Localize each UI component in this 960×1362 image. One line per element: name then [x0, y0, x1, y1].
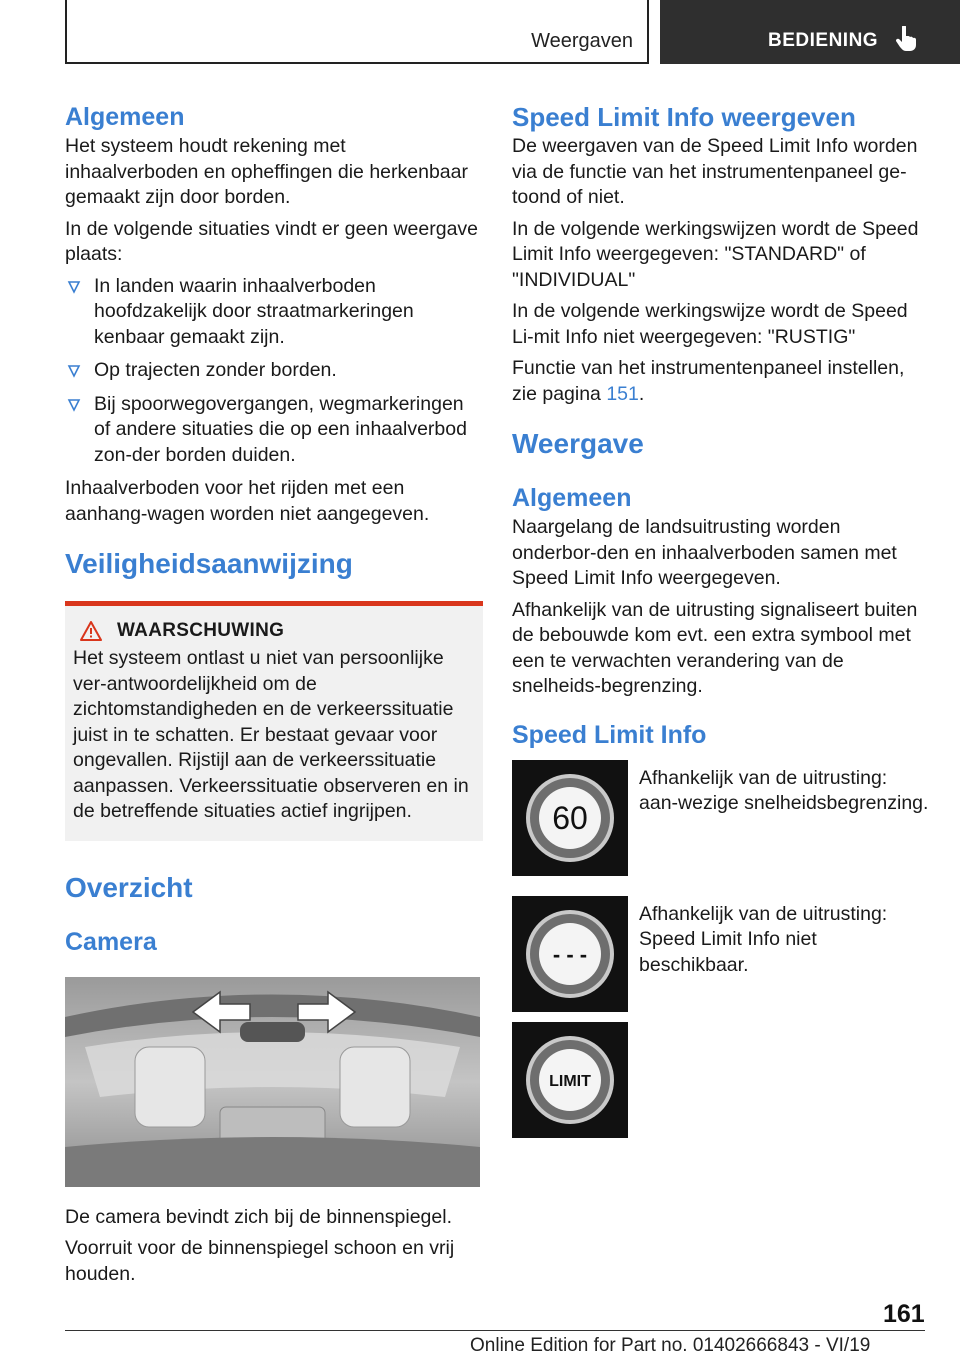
sign-2-description: Afhankelijk van de uitrusting: Speed Limit Info niet beschikbaar.: [639, 902, 888, 976]
warning-title: WAARSCHUWING: [117, 620, 285, 641]
sign-limit-text: LIMIT: [549, 1072, 591, 1090]
page-151-link[interactable]: 151: [606, 382, 639, 405]
pointing-hand-icon: [896, 26, 916, 52]
safety-heading: Veiligheidsaanwijzing: [65, 548, 353, 579]
warning-text: Het systeem ontlast u niet van persoonlijke ver-antwoordelijkheid om de zichtomstandigheden en de verkeerssituatie juist in te schatten. Er bestaat gevaar voor ongevallen. Rijstijl aan de verkeerssituatie aanpassen. Verkeerssituatie observeren en in de betreffende situaties actief ingrijpen.: [73, 647, 469, 822]
warning-box: [65, 601, 483, 841]
limit-sign-row: [512, 1022, 930, 1138]
sli-paragraph-3: In de volgende werkingswijze wordt de Speed Li-mit Info niet weergegeven: "RUSTIG": [512, 300, 908, 348]
algemeen-paragraph-1: Het systeem houdt rekening met inhaalverboden en opheffingen die herkenbaar gemaakt zijn door borden.: [65, 135, 468, 208]
section-title: Weergaven: [531, 30, 633, 52]
sli-paragraph-1: De weergaven van de Speed Limit Info worden via de functie van het instrumentenpaneel ge-toond of niet.: [512, 135, 918, 208]
weergave-algemeen-heading: Algemeen: [512, 484, 632, 512]
sign-1-description: Afhankelijk van de uitrusting: aan-wezige snelheidsbegrenzing.: [639, 766, 929, 814]
left-column: [65, 100, 483, 1287]
footer-divider: [65, 1330, 925, 1331]
triangle-bullet-icon: [67, 280, 81, 294]
triangle-bullet-icon: [67, 398, 81, 412]
overview-heading: Overzicht: [65, 871, 193, 903]
situation-list: [65, 274, 483, 469]
warning-triangle-icon: [79, 620, 103, 642]
unavailable-sign-row: [512, 896, 930, 1012]
speed-limit-sign-row: [512, 760, 930, 876]
list-item-text: Op trajecten zonder borden.: [94, 359, 337, 381]
algemeen-paragraph-3: Inhaalverboden voor het rijden met een aanhang-wagen worden niet aangegeven.: [65, 477, 430, 525]
algemeen-heading: Algemeen: [65, 103, 185, 131]
speed-limit-info-heading: Speed Limit Info: [512, 720, 707, 749]
sli-paragraph-4-end: .: [638, 382, 645, 405]
sli-display-heading: Speed Limit Info weergeven: [512, 102, 856, 132]
weergave-heading: Weergave: [512, 428, 644, 459]
list-item: [65, 358, 483, 384]
camera-heading: Camera: [65, 927, 157, 956]
speed-limit-unavailable-icon: [512, 896, 628, 1012]
sli-paragraph-4-text: Functie van het instrumentenpaneel instellen, zie pagina: [512, 357, 905, 405]
right-column: [512, 100, 930, 1138]
speed-value: 60: [552, 799, 588, 836]
list-item-text: In landen waarin inhaalverboden hoofdzakelijk door straatmarkeringen kenbaar gemaakt zijn.: [94, 274, 414, 348]
camera-location-illustration: [65, 977, 480, 1187]
triangle-bullet-icon: [67, 364, 81, 378]
page-number: 161: [883, 1300, 925, 1328]
algemeen-paragraph-2: In de volgende situaties vindt er geen weergave plaats:: [65, 217, 479, 265]
speed-limit-60-icon: [512, 760, 628, 876]
camera-paragraph-1: De camera bevindt zich bij de binnenspiegel.: [65, 1205, 452, 1228]
chapter-tab-label: BEDIENING: [768, 30, 879, 51]
weergave-paragraph-1: Naargelang de landsuitrusting worden onderbor-den en inhaalverboden samen met Speed Limit Info weergegeven.: [512, 516, 897, 589]
header-frame: [65, 0, 649, 64]
sign-dashes: - - -: [552, 941, 588, 967]
list-item-text: Bij spoorwegovergangen, wegmarkeringen of andere situaties die op een inhaalverbod zon-der borden duiden.: [94, 392, 467, 466]
list-item: [65, 274, 483, 351]
edition-note: Online Edition for Part no. 01402666843 - VI/19: [470, 1335, 871, 1356]
camera-paragraph-2: Voorruit voor de binnenspiegel schoon en vrij houden.: [65, 1237, 455, 1285]
list-item: [65, 392, 483, 469]
weergave-paragraph-2: Afhankelijk van de uitrusting signaliseert buiten de bebouwde kom evt. een extra symbool met een te verwachten verandering van de snelheids-begrenzing.: [512, 598, 918, 697]
sli-paragraph-4: [512, 356, 930, 407]
limit-sign-icon: [512, 1022, 628, 1138]
sli-paragraph-2: In de volgende werkingswijzen wordt de Speed Limit Info weergegeven: "STANDARD" of "INDIVIDUAL": [512, 217, 919, 291]
chapter-tab[interactable]: [660, 0, 960, 64]
